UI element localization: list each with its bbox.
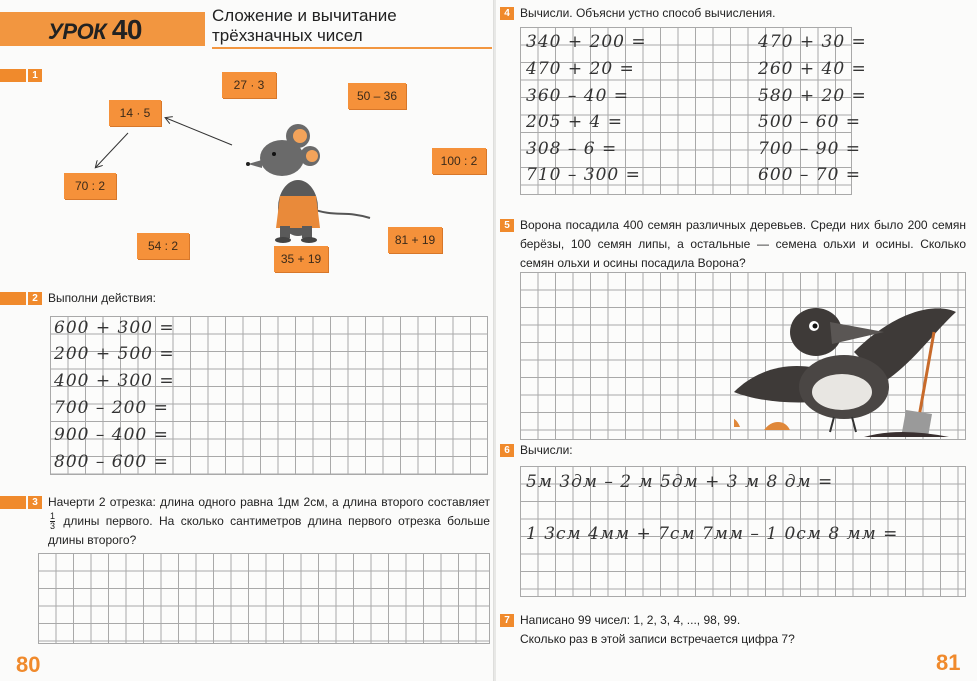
task2-text: Выполни действия:	[48, 291, 156, 305]
task4-left-expression: 360 – 40 =	[526, 86, 630, 106]
lesson-label-text: УРОК	[48, 19, 107, 44]
task7-text-line2: Сколько раз в этой записи встречается цифра 7?	[520, 632, 795, 646]
task4-right-expression: 580 + 20 =	[758, 86, 867, 106]
task4-right-expression: 470 + 30 =	[758, 32, 867, 52]
task7-text	[520, 611, 795, 649]
task4-left-expression: 340 + 200 =	[526, 32, 647, 52]
task6-expression: 1 3см 4мм + 7см 7мм – 1 0см 8 мм =	[526, 524, 899, 544]
task2-expression: 200 + 500 =	[54, 344, 175, 364]
task4-left-expression: 710 – 300 =	[526, 165, 641, 185]
lesson-title-line2: трёхзначных чисел	[212, 26, 363, 45]
task4-right-expression: 260 + 40 =	[758, 59, 867, 79]
task2-expression: 800 – 600 =	[54, 452, 169, 472]
task1-card: 35 + 19	[274, 246, 328, 272]
task2-expression: 400 + 300 =	[54, 371, 175, 391]
task3-marker	[0, 496, 26, 509]
task3-text-part2: длины первого. На сколько сантиметров длина первого отрезка больше длины второго?	[48, 514, 490, 548]
task7-number: 7	[500, 614, 514, 627]
task3-fraction	[50, 512, 55, 531]
task4-right-expression: 600 – 70 =	[758, 165, 862, 185]
task4-right-expression: 500 – 60 =	[758, 112, 862, 132]
page-number-left: 80	[16, 652, 41, 677]
task1-card: 70 : 2	[64, 173, 116, 199]
task1-card: 81 + 19	[388, 227, 442, 253]
task4-right-expression: 700 – 90 =	[758, 139, 862, 159]
task3-number: 3	[28, 496, 42, 509]
task4-text: Вычисли. Объясни устно способ вычисления.	[520, 6, 776, 20]
task2-expression: 700 – 200 =	[54, 398, 169, 418]
task1-card: 14 · 5	[109, 100, 161, 126]
fraction-numerator: 1	[50, 511, 56, 522]
task3-text	[48, 493, 490, 550]
task5-number: 5	[500, 219, 514, 232]
page-number-right: 81	[936, 650, 961, 675]
task1-number: 1	[28, 69, 42, 82]
task2-expression: 900 – 400 =	[54, 425, 169, 445]
task5-text: Ворона посадила 400 семян различных деревьев. Среди них было 200 семян берёзы, 100 семян липы, а остальные — семена ольхи и осины. Сколько семян ольхи и осины посадила Ворона?	[520, 218, 966, 270]
task3-text-part1: Начерти 2 отрезка: длина одного равна 1дм 2см, а длина второго составляет	[48, 495, 490, 509]
task4-number: 4	[500, 7, 514, 20]
task4-left-expression: 308 – 6 =	[526, 139, 618, 159]
task2-expression: 600 + 300 =	[54, 318, 175, 338]
task1-card: 50 – 36	[348, 83, 406, 109]
task6-expression: 5м 3дм – 2 м 5дм + 3 м 8 дм =	[526, 472, 834, 492]
task4-left-expression: 470 + 20 =	[526, 59, 635, 79]
task6-number: 6	[500, 444, 514, 457]
fraction-denominator: 3	[50, 521, 56, 532]
lesson-number: 40	[111, 14, 142, 45]
mouse-illustration	[240, 118, 375, 248]
lesson-title-line1: Сложение и вычитание	[212, 6, 397, 25]
task1-card: 54 : 2	[137, 233, 189, 259]
task3-grid	[38, 553, 490, 644]
task1-card: 100 : 2	[432, 148, 486, 174]
task7-text-line1: Написано 99 чисел: 1, 2, 3, 4, ..., 98, 99.	[520, 613, 741, 627]
task2-number: 2	[28, 292, 42, 305]
task2-marker	[0, 292, 26, 305]
crow-illustration	[734, 292, 969, 447]
right-page	[496, 0, 977, 681]
task6-text: Вычисли:	[520, 443, 573, 457]
task4-left-expression: 205 + 4 =	[526, 112, 623, 132]
task1-card: 27 · 3	[222, 72, 276, 98]
